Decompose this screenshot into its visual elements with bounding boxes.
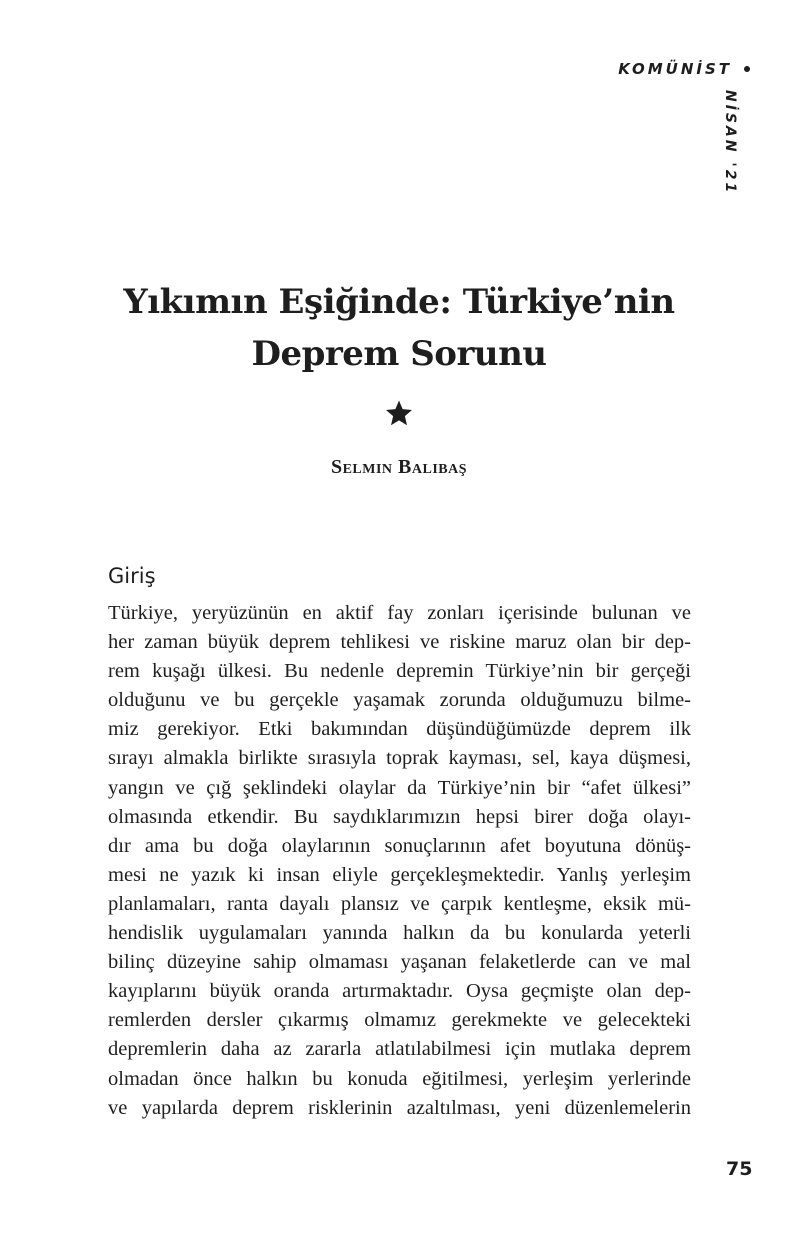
running-head xyxy=(618,60,750,78)
text-line: mesi ne yazık ki insan eliyle gerçekleşmektedir. Yanlış yerleşim xyxy=(108,863,691,886)
article-title xyxy=(0,276,798,380)
article-title-line: Yıkımın Eşiğinde: Türkiye’nin xyxy=(123,282,675,322)
section-heading: Giriş xyxy=(108,564,156,588)
text-line: remlerden dersler çıkarmış olmamız gerekmekte ve gelecekteki xyxy=(108,1009,691,1032)
text-line: hendislik uygulamaları yanında halkın da bu konularda yeterli xyxy=(108,922,691,945)
text-line: Türkiye, yeryüzünün en aktif fay zonları içerisinde bulunan ve xyxy=(108,602,691,624)
article-title-line: Deprem Sorunu xyxy=(251,334,547,374)
text-line: her zaman büyük deprem tehlikesi ve riskine maruz olan bir dep- xyxy=(108,631,691,654)
author-name: Selmin Balıbaş xyxy=(330,456,468,478)
issue-date: NİSAN '21 xyxy=(722,90,738,196)
text-line: bilinç düzeyine sahip olmaması yaşanan felaketlerde can ve mal xyxy=(108,951,691,974)
star-icon xyxy=(384,398,414,428)
bullet-dot-icon xyxy=(744,66,750,72)
text-line: yangın ve çığ şeklindeki olaylar da Türkiye’nin bir “afet ülkesi” xyxy=(108,776,691,799)
text-line: planlamaları, ranta dayalı plansız ve çarpık kentleşme, eksik mü- xyxy=(108,892,691,915)
text-line: rem kuşağı ülkesi. Bu nedenle depremin Türkiye’nin bir gerçeği xyxy=(108,660,691,683)
text-line: kayıplarını büyük oranda artırmaktadır. Oysa geçmişte olan dep- xyxy=(108,980,691,1003)
text-line: olduğunu ve bu gerçekle yaşamak zorunda olduğumuzu bilme- xyxy=(108,689,691,712)
journal-name: KOMÜNİST xyxy=(618,60,732,78)
text-line: ve yapılarda deprem risklerinin azaltılması, yeni düzenlemelerin xyxy=(108,1096,691,1119)
body-paragraph xyxy=(108,599,691,1123)
text-line: miz gerekiyor. Etki bakımından düşündüğümüzde deprem ilk xyxy=(108,718,691,741)
text-line: olmasında etkendir. Bu saydıklarımızın hepsi birer doğa olayı- xyxy=(108,805,691,828)
page-number: 75 xyxy=(726,1158,753,1180)
text-line: dır ama bu doğa olaylarının sonuçlarının afet boyutuna dönüş- xyxy=(108,834,691,857)
text-line: sırayı almakla birlikte sırasıyla toprak kayması, sel, kaya düşmesi, xyxy=(108,747,691,770)
text-line: depremlerin daha az zararla atlatılabilmesi için mutlaka deprem xyxy=(108,1038,691,1061)
text-line: olmadan önce halkın bu konuda eğitilmesi, yerleşim yerlerinde xyxy=(108,1067,691,1090)
